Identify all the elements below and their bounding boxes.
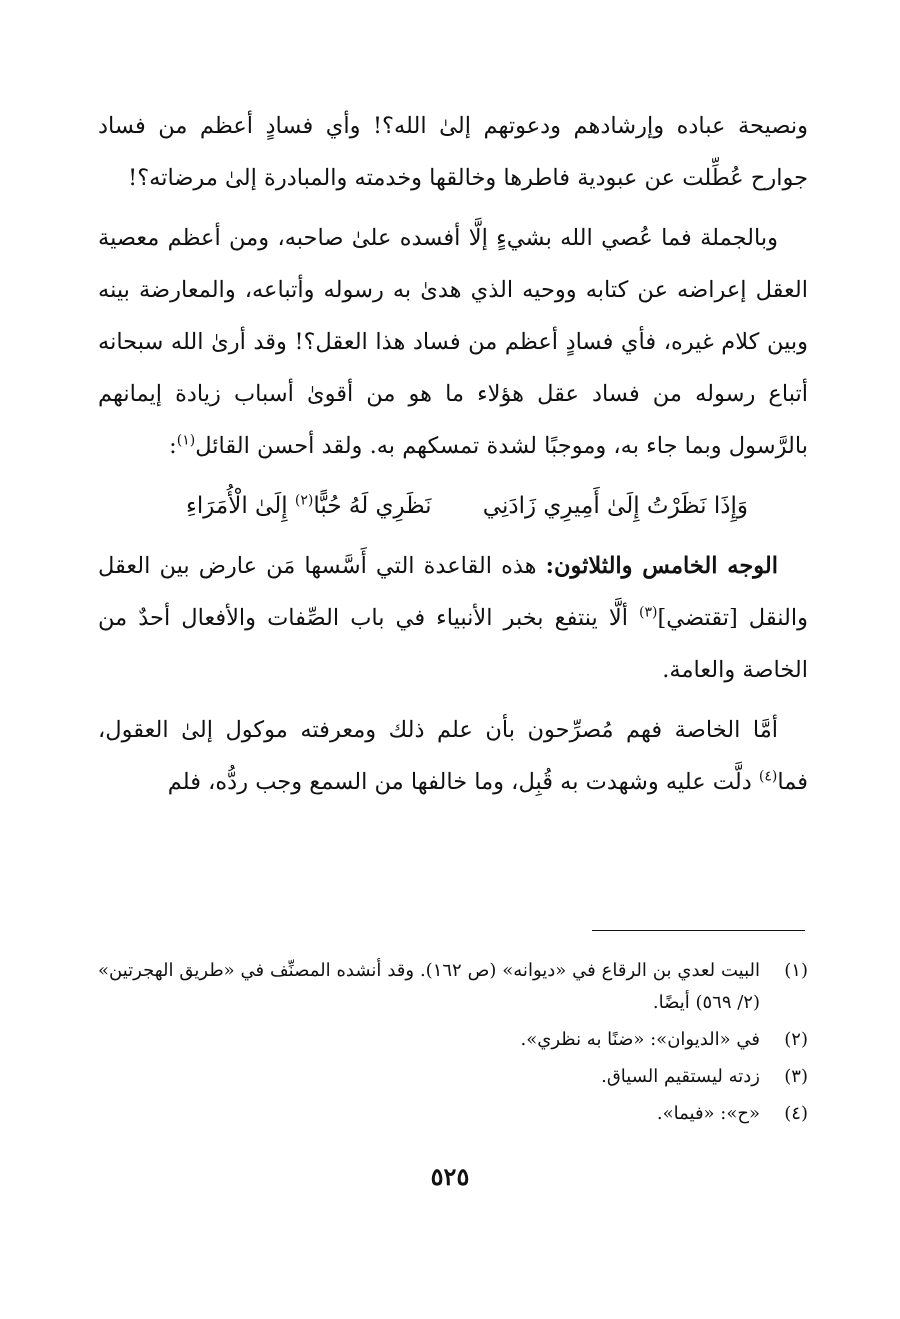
footnote-item (98, 1061, 808, 1093)
paragraph-2-end: : (169, 433, 177, 459)
poetry-verse (98, 480, 808, 532)
footnote-item (98, 1098, 808, 1130)
paragraph-3 (98, 540, 808, 696)
verse-second-part-b: إِلَىٰ الْأُمَرَاءِ (186, 493, 295, 519)
footnote-number: (٢) (784, 1029, 808, 1050)
paragraph-2-text: وبالجملة فما عُصي الله بشيءٍ إلَّا أفسده علىٰ صاحبه، ومن أعظم معصية العقل إعراضه عن كتابه ووحيه الذي هدىٰ به رسوله وأتباعه، والمعارضة بينه وبين كلام غيره، فأي فسادٍ أعظم من فساد هذا العقل؟! وقد أرىٰ الله سبحانه أتباع رسوله من فساد عقل هؤلاء ما هو من أقوىٰ أسباب زيادة إيمانهم بالرَّسول وبما جاء به، وموجبًا لشدة تمسكهم به. ولقد أحسن القائل (98, 225, 808, 459)
footnote-text: البيت لعدي بن الرقاع في «ديوانه» (ص ١٦٢). وقد أنشده المصنِّف في «طريق الهجرتين» (٢/ ٥٦٩) أيضًا. (98, 960, 760, 1013)
paragraph-3-text-b: ألَّا ينتفع بخبر الأنبياء في باب الصِّفات والأفعال أحدٌ من الخاصة والعامة. (98, 605, 808, 683)
paragraph-4 (98, 704, 808, 808)
footnotes (98, 955, 808, 1135)
verse-second-part-a: نَظَرِي لَهُ حُبًّا (313, 493, 432, 519)
paragraph-1-text: ونصيحة عباده وإرشادهم ودعوتهم إلىٰ الله؟! وأي فسادٍ أعظم من فساد جوارح عُطِّلت عن عبودية فاطرها وخالقها وخدمته والمبادرة إلىٰ مرضاته؟! (98, 113, 808, 191)
paragraph-4-text-a: أمَّا الخاصة فهم مُصرِّحون بأن علم ذلك ومعرفته موكول إلىٰ العقول، فما (98, 717, 808, 795)
verse-second-hemistich (186, 480, 431, 532)
footnote-separator (592, 930, 805, 931)
footnote-item (98, 955, 808, 1019)
footnote-ref-1: (١) (176, 432, 196, 449)
footnote-text: في «الديوان»: «ضنًا به نظري». (520, 1029, 760, 1050)
footnote-number: (٤) (784, 1103, 808, 1124)
verse-first-hemistich: وَإِذَا نَظَرْتُ إِلَىٰ أَمِيرِي زَادَنِي (482, 493, 748, 519)
footnote-text: «ح»: «فيما». (656, 1103, 760, 1124)
paragraph-2 (98, 212, 808, 472)
footnote-ref-4: (٤) (758, 768, 778, 785)
footnote-item (98, 1024, 808, 1056)
section-heading: الوجه الخامس والثلاثون: (545, 553, 778, 579)
footnote-number: (٣) (784, 1066, 808, 1087)
main-text (98, 100, 808, 816)
footnote-ref-3: (٣) (639, 604, 658, 621)
paragraph-4-text-b: دلَّت عليه وشهدت به قُبِل، وما خالفها من السمع وجب ردُّه، فلم (167, 769, 759, 795)
paragraph-3-text-a: هذه القاعدة التي أَسَّسها مَن عارض بين العقل والنقل [تقتضي] (98, 553, 808, 631)
footnote-ref-2: (٢) (294, 492, 314, 509)
page-number: ٥٢٥ (430, 1162, 470, 1191)
paragraph-1 (98, 100, 808, 204)
footnote-number: (١) (784, 960, 808, 981)
footnote-text: زدته ليستقيم السياق. (601, 1066, 760, 1087)
